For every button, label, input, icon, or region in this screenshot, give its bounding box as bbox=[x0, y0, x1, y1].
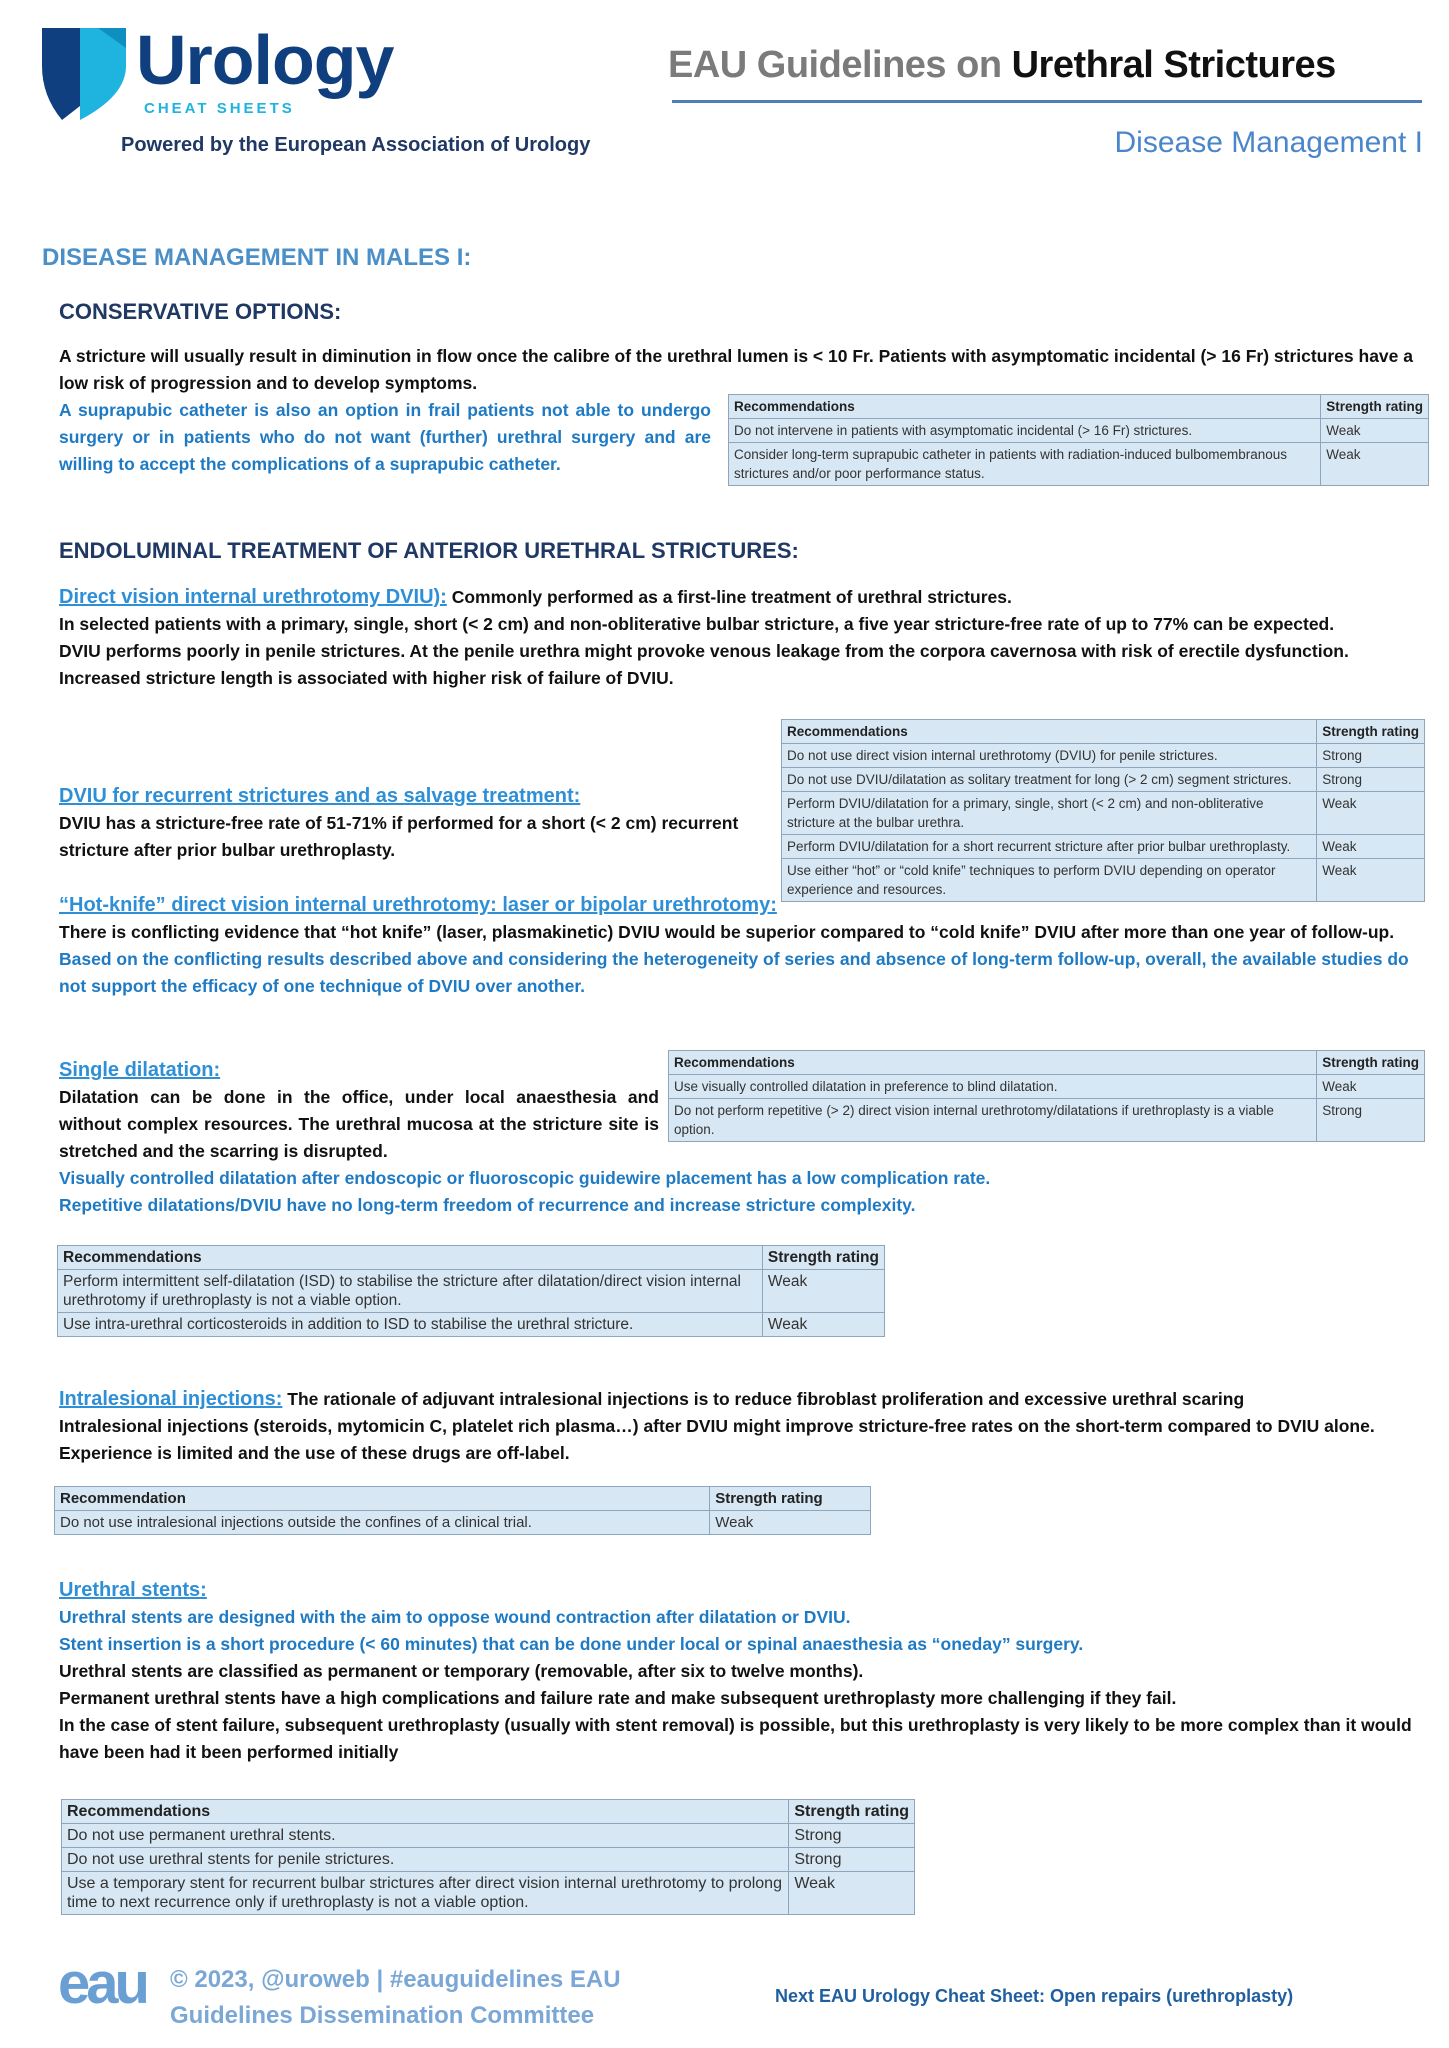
stents-link[interactable]: Urethral stents: bbox=[59, 1579, 207, 1601]
strength-rating: Strong bbox=[1317, 744, 1425, 768]
recommendation-text: Do not use urethral stents for penile strictures. bbox=[62, 1848, 789, 1872]
table-header-row bbox=[55, 1487, 871, 1511]
strength-rating: Weak bbox=[1317, 792, 1425, 835]
table-header-row bbox=[782, 720, 1425, 744]
title-main: Urethral Strictures bbox=[1011, 44, 1336, 86]
table-header-row bbox=[729, 395, 1429, 419]
recommendation-text: Do not intervene in patients with asymptomatic incidental (> 16 Fr) strictures. bbox=[729, 419, 1321, 443]
recommendations-table-dviu bbox=[781, 719, 1425, 902]
stents-block bbox=[59, 1577, 1429, 1766]
shield-logo-icon bbox=[40, 26, 130, 122]
logo-wordmark: Urology bbox=[136, 21, 394, 99]
recommendation-text: Perform intermittent self-dilatation (ISD) to stabilise the stricture after dilatation/direct vision internal urethrotomy if urethroplasty is not a viable option. bbox=[58, 1270, 763, 1313]
page-title bbox=[668, 44, 1336, 87]
eau-logo: eau bbox=[58, 1951, 146, 2016]
stents-paragraph-1: Urethral stents are designed with the aim to oppose wound contraction after dilatation or DVIU. bbox=[59, 1607, 851, 1627]
dviu-intro: Commonly performed as a first-line treatment of urethral strictures. bbox=[446, 587, 1012, 607]
dilatation-paragraph-1: Dilatation can be done in the office, under local anaesthesia and without complex resources. The urethral mucosa at the stricture site is stretched and the scarring is disrupted. bbox=[59, 1087, 659, 1161]
recommendations-table-isd bbox=[57, 1245, 885, 1337]
header-recommendations: Recommendation bbox=[55, 1487, 710, 1511]
strength-rating: Weak bbox=[1321, 443, 1429, 486]
table-header-row bbox=[62, 1800, 915, 1824]
dviu-link[interactable]: Direct vision internal urethrotomy DVIU): bbox=[59, 586, 447, 608]
stents-paragraph-2: Stent insertion is a short procedure (< 60 minutes) that can be done under local or spinal anaesthesia as “oneday” surgery. bbox=[59, 1634, 1084, 1654]
header-strength-rating: Strength rating bbox=[710, 1487, 871, 1511]
hot-knife-paragraph-2: Based on the conflicting results described above and considering the heterogeneity of series and absence of long-term follow-up, overall, the available studies do not support the efficacy of one technique of DVIU over another. bbox=[59, 949, 1409, 996]
strength-rating: Strong bbox=[789, 1824, 915, 1848]
conservative-paragraph: A stricture will usually result in diminution in flow once the calibre of the urethral lumen is < 10 Fr. Patients with asymptomatic incidental (> 16 Fr) strictures have a low risk of progression and to develop symptoms. bbox=[59, 346, 1413, 393]
stents-paragraph-4: Permanent urethral stents have a high complications and failure rate and make subsequent urethroplasty more challenging if they fail. bbox=[59, 1688, 1177, 1708]
logo-subtitle: CHEAT SHEETS bbox=[144, 100, 295, 117]
table-row bbox=[62, 1848, 915, 1872]
recommendations-table-intralesional bbox=[54, 1486, 871, 1535]
recommendations-table-stents bbox=[61, 1799, 915, 1915]
table-row bbox=[55, 1511, 871, 1535]
footer-copyright: © 2023, @uroweb | #eauguidelines EAU Guidelines Dissemination Committee bbox=[170, 1966, 621, 2029]
dilatation-block bbox=[59, 1057, 659, 1165]
dilatation-paragraph-2: Visually controlled dilatation after endoscopic or fluoroscopic guidewire placement has a low complication rate. bbox=[59, 1168, 991, 1188]
title-underline bbox=[672, 100, 1422, 103]
header-strength-rating: Strength rating bbox=[1321, 395, 1429, 419]
section-title: DISEASE MANAGEMENT IN MALES I: bbox=[42, 244, 472, 271]
table-row bbox=[782, 768, 1425, 792]
intralesional-block bbox=[59, 1386, 1429, 1467]
recommendation-text: Use visually controlled dilatation in preference to blind dilatation. bbox=[669, 1075, 1317, 1099]
dviu-paragraph-1: In selected patients with a primary, single, short (< 2 cm) and non-obliterative bulbar stricture, a five year stricture-free rate of up to 77% can be expected. bbox=[59, 614, 1335, 634]
recommendation-text: Use either “hot” or “cold knife” techniques to perform DVIU depending on operator experience and resources. bbox=[782, 859, 1317, 902]
conservative-heading: CONSERVATIVE OPTIONS: bbox=[59, 299, 342, 324]
strength-rating: Weak bbox=[1317, 835, 1425, 859]
hot-knife-paragraph-1: There is conflicting evidence that “hot knife” (laser, plasmakinetic) DVIU would be superior compared to “cold knife” DVIU after more than one year of follow-up. bbox=[59, 922, 1395, 942]
dviu-paragraph-2: DVIU performs poorly in penile strictures. At the penile urethra might provoke venous leakage from the corpora cavernosa with risk of erectile dysfunction. bbox=[59, 641, 1349, 661]
strength-rating: Weak bbox=[710, 1511, 871, 1535]
header-recommendations: Recommendations bbox=[729, 395, 1321, 419]
header-strength-rating: Strength rating bbox=[789, 1800, 915, 1824]
table-row bbox=[782, 792, 1425, 835]
stents-paragraph-3: Urethral stents are classified as permanent or temporary (removable, after six to twelve months). bbox=[59, 1661, 864, 1681]
recommendations-table bbox=[57, 1245, 885, 1337]
table-row bbox=[729, 419, 1429, 443]
strength-rating: Strong bbox=[1317, 768, 1425, 792]
table-row bbox=[669, 1099, 1425, 1142]
table-row bbox=[62, 1824, 915, 1848]
title-prefix: EAU Guidelines on bbox=[668, 44, 1002, 86]
powered-by: Powered by the European Association of Urology bbox=[121, 134, 591, 156]
table-row bbox=[782, 744, 1425, 768]
page-subtitle: Disease Management I bbox=[1114, 126, 1423, 159]
header-recommendations: Recommendations bbox=[62, 1800, 789, 1824]
table-row bbox=[58, 1313, 885, 1337]
hot-knife-block bbox=[59, 892, 1429, 1000]
recommendations-table bbox=[668, 1050, 1425, 1142]
recommendations-table bbox=[728, 394, 1429, 486]
table-header-row bbox=[58, 1246, 885, 1270]
recommendations-table-dilatation bbox=[668, 1050, 1425, 1142]
header-recommendations: Recommendations bbox=[669, 1051, 1317, 1075]
header-recommendations: Recommendations bbox=[782, 720, 1317, 744]
dviu-block bbox=[59, 584, 1429, 692]
intralesional-paragraph: Intralesional injections (steroids, mytomicin C, platelet rich plasma…) after DVIU might improve stricture-free rates on the short-term compared to DVIU alone. Experience is limited and the use of these drugs are off-label. bbox=[59, 1416, 1375, 1463]
stents-paragraph-5: In the case of stent failure, subsequent urethroplasty (usually with stent removal) is possible, but this urethroplasty is very likely to be more complex than it would have been had it been performed initially bbox=[59, 1715, 1412, 1762]
table-header-row bbox=[669, 1051, 1425, 1075]
strength-rating: Weak bbox=[789, 1872, 915, 1915]
recommendation-text: Do not use direct vision internal urethrotomy (DVIU) for penile strictures. bbox=[782, 744, 1317, 768]
suprapubic-paragraph: A suprapubic catheter is also an option in frail patients not able to undergo surgery or in patients who do not want (further) urethral surgery and are willing to accept the complications of a suprapubic catheter. bbox=[59, 400, 711, 474]
recommendations-table bbox=[781, 719, 1425, 902]
dilatation-link[interactable]: Single dilatation: bbox=[59, 1059, 221, 1081]
header-strength-rating: Strength rating bbox=[1317, 720, 1425, 744]
hot-knife-link[interactable]: “Hot-knife” direct vision internal urethrotomy: laser or bipolar urethrotomy: bbox=[59, 894, 777, 916]
urology-logo bbox=[40, 21, 430, 122]
recommendations-table bbox=[54, 1486, 871, 1535]
recurrent-paragraph: DVIU has a stricture-free rate of 51-71% if performed for a short (< 2 cm) recurrent stricture after prior bulbar urethroplasty. bbox=[59, 813, 739, 860]
strength-rating: Weak bbox=[1321, 419, 1429, 443]
strength-rating: Weak bbox=[1317, 1075, 1425, 1099]
strength-rating: Weak bbox=[762, 1270, 884, 1313]
recommendation-text: Do not use permanent urethral stents. bbox=[62, 1824, 789, 1848]
strength-rating: Weak bbox=[762, 1313, 884, 1337]
recommendation-text: Perform DVIU/dilatation for a primary, single, short (< 2 cm) and non-obliterative stricture at the bulbar urethra. bbox=[782, 792, 1317, 835]
recommendation-text: Use intra-urethral corticosteroids in addition to ISD to stabilise the urethral stricture. bbox=[58, 1313, 763, 1337]
strength-rating: Strong bbox=[1317, 1099, 1425, 1142]
endoluminal-heading: ENDOLUMINAL TREATMENT OF ANTERIOR URETHRAL STRICTURES: bbox=[59, 538, 799, 563]
strength-rating: Weak bbox=[1317, 859, 1425, 902]
intralesional-intro: The rationale of adjuvant intralesional injections is to reduce fibroblast proliferation and excessive urethral scaring bbox=[282, 1389, 1245, 1409]
table-row bbox=[58, 1270, 885, 1313]
header-strength-rating: Strength rating bbox=[762, 1246, 884, 1270]
recommendation-text: Do not perform repetitive (> 2) direct vision internal urethrotomy/dilatations if urethroplasty is a viable option. bbox=[669, 1099, 1317, 1142]
table-row bbox=[669, 1075, 1425, 1099]
footer-next-sheet[interactable]: Next EAU Urology Cheat Sheet: Open repairs (urethroplasty) bbox=[775, 1986, 1294, 2006]
dviu-paragraph-3: Increased stricture length is associated with higher risk of failure of DVIU. bbox=[59, 668, 674, 688]
recommendations-table-conservative bbox=[728, 394, 1429, 486]
intralesional-link[interactable]: Intralesional injections: bbox=[59, 1388, 283, 1410]
strength-rating: Strong bbox=[789, 1848, 915, 1872]
table-row bbox=[782, 835, 1425, 859]
table-row bbox=[62, 1872, 915, 1915]
recommendation-text: Do not use DVIU/dilatation as solitary treatment for long (> 2 cm) segment strictures. bbox=[782, 768, 1317, 792]
recurrent-link[interactable]: DVIU for recurrent strictures and as salvage treatment: bbox=[59, 785, 581, 807]
recommendation-text: Consider long-term suprapubic catheter in patients with radiation-induced bulbomembranous strictures and/or poor performance status. bbox=[729, 443, 1321, 486]
dilatation-paragraph-3: Repetitive dilatations/DVIU have no long-term freedom of recurrence and increase stricture complexity. bbox=[59, 1195, 916, 1215]
table-row bbox=[729, 443, 1429, 486]
header-strength-rating: Strength rating bbox=[1317, 1051, 1425, 1075]
recommendation-text: Do not use intralesional injections outside the confines of a clinical trial. bbox=[55, 1511, 710, 1535]
recommendation-text: Use a temporary stent for recurrent bulbar strictures after direct vision internal urethrotomy to prolong time to next recurrence only if urethroplasty is not a viable option. bbox=[62, 1872, 789, 1915]
recommendations-table bbox=[61, 1799, 915, 1915]
recurrent-block bbox=[59, 783, 739, 864]
header-recommendations: Recommendations bbox=[58, 1246, 763, 1270]
dilatation-notes bbox=[59, 1165, 1429, 1219]
recommendation-text: Perform DVIU/dilatation for a short recurrent stricture after prior bulbar urethroplasty. bbox=[782, 835, 1317, 859]
